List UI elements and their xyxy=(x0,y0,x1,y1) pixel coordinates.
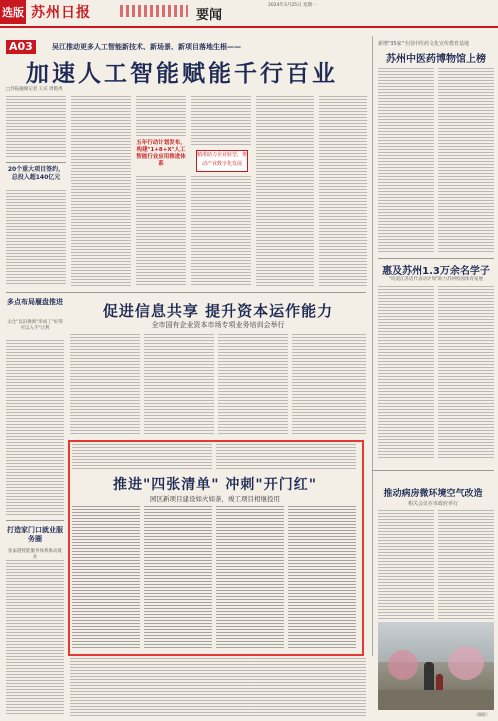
left-item1-text xyxy=(6,340,64,516)
lead-byline: □苏报融媒记者 王宾 周艳禹 xyxy=(6,87,63,92)
lead-text-col6 xyxy=(319,96,367,286)
feature-text-c xyxy=(216,506,284,648)
lead-text-col3 xyxy=(136,96,186,136)
lead-text-col4 xyxy=(191,96,251,146)
section-divider xyxy=(6,292,366,293)
right-item2-kicker: "问道江苏话代表动计划"助力苏州校园体育发展 xyxy=(388,277,484,282)
middle-text-a xyxy=(70,334,140,434)
lead-text-col1b xyxy=(6,190,66,286)
lead-text-col1 xyxy=(6,96,66,158)
pullquote-1: 20个重大项目签约，总投入超140亿元 xyxy=(7,166,65,181)
left-rule xyxy=(6,520,64,521)
right-item2-text-a xyxy=(378,286,434,460)
lead-text-col4b xyxy=(191,176,251,286)
dateline: 2024年3月25日 星期一 xyxy=(268,3,317,8)
feature-text-b xyxy=(144,506,212,648)
bottom-right-headline: 推动病房微环境空气改造 xyxy=(383,489,483,499)
bottom-right-subhead: 相关会议在市政府举行 xyxy=(407,501,458,507)
pullquote-rule xyxy=(6,162,66,163)
feature-top-text-b xyxy=(216,444,356,470)
right-kicker: 新增"35家"全国中医药文化宣传教育基地 xyxy=(378,41,469,47)
column-divider xyxy=(372,36,373,656)
feature-text-a xyxy=(72,506,140,648)
right-text-b xyxy=(438,68,494,254)
bottom-right-text-b xyxy=(438,510,494,620)
lead-text-col3b xyxy=(136,176,186,286)
right-headline: 苏州中医药博物馆上榜 xyxy=(386,54,486,65)
middle-text-b xyxy=(144,334,214,434)
pullquote-3: 精准助力企业转型，推动产业数字化发展 xyxy=(196,150,248,172)
left-item2-headline: 打造家门口就业服务圈 xyxy=(7,526,63,543)
lead-headline: 加速人工智能赋能千行百业 xyxy=(26,60,338,87)
header-rule xyxy=(0,26,498,28)
bottom-right-text-a xyxy=(378,510,434,620)
middle-subhead: 全市国有企业资本市场专项业务培训会举行 xyxy=(151,321,285,329)
lead-text-col2 xyxy=(71,96,131,286)
news-photo xyxy=(378,622,494,710)
masthead: 苏州日报 xyxy=(31,5,91,21)
bottom-right-rule xyxy=(372,470,494,471)
section-title: 要闻 xyxy=(196,8,223,23)
middle-text-d xyxy=(292,334,366,434)
left-item2-kicker: 张家港智能服务体系推动就业 xyxy=(8,549,62,560)
left-item1-kicker: 太仓"以旧换新"形成了"好得可以入手"让利 xyxy=(7,320,63,331)
feature-subhead: 园区新项目建设如火如荼，竣工项目相继投用 xyxy=(150,495,280,503)
right-item2-headline: 惠及苏州1.3万余名学子 xyxy=(382,266,490,277)
middle-headline: 促进信息共享 提升资本运作能力 xyxy=(102,302,334,320)
left-item1-headline: 多点布局履盘推进 xyxy=(7,298,63,306)
feature-top-text-a xyxy=(72,444,212,470)
feature-text-d xyxy=(288,506,356,648)
bottom-text xyxy=(70,658,366,716)
feature-headline: 推进"四张清单" 冲刺"开门红" xyxy=(112,477,318,493)
right-item2-text-b xyxy=(438,286,494,460)
lead-kicker: 吴江推动更多人工智能新技术、新场景、新项目落地生根—— xyxy=(52,43,241,51)
page-number: A03 xyxy=(6,40,36,54)
photo-caption: （摄影） xyxy=(474,712,490,717)
left-item2-text xyxy=(6,560,64,716)
lead-text-col5 xyxy=(256,96,314,286)
right-rule xyxy=(378,258,494,259)
edition-badge: 选版 xyxy=(0,0,26,24)
right-text-a xyxy=(378,68,434,254)
masthead-ornament xyxy=(120,5,188,17)
middle-text-c xyxy=(218,334,288,434)
pullquote-2: 五年行动计划发布，构建"1+8+X"人工智能行业应用推进体系 xyxy=(136,140,186,167)
